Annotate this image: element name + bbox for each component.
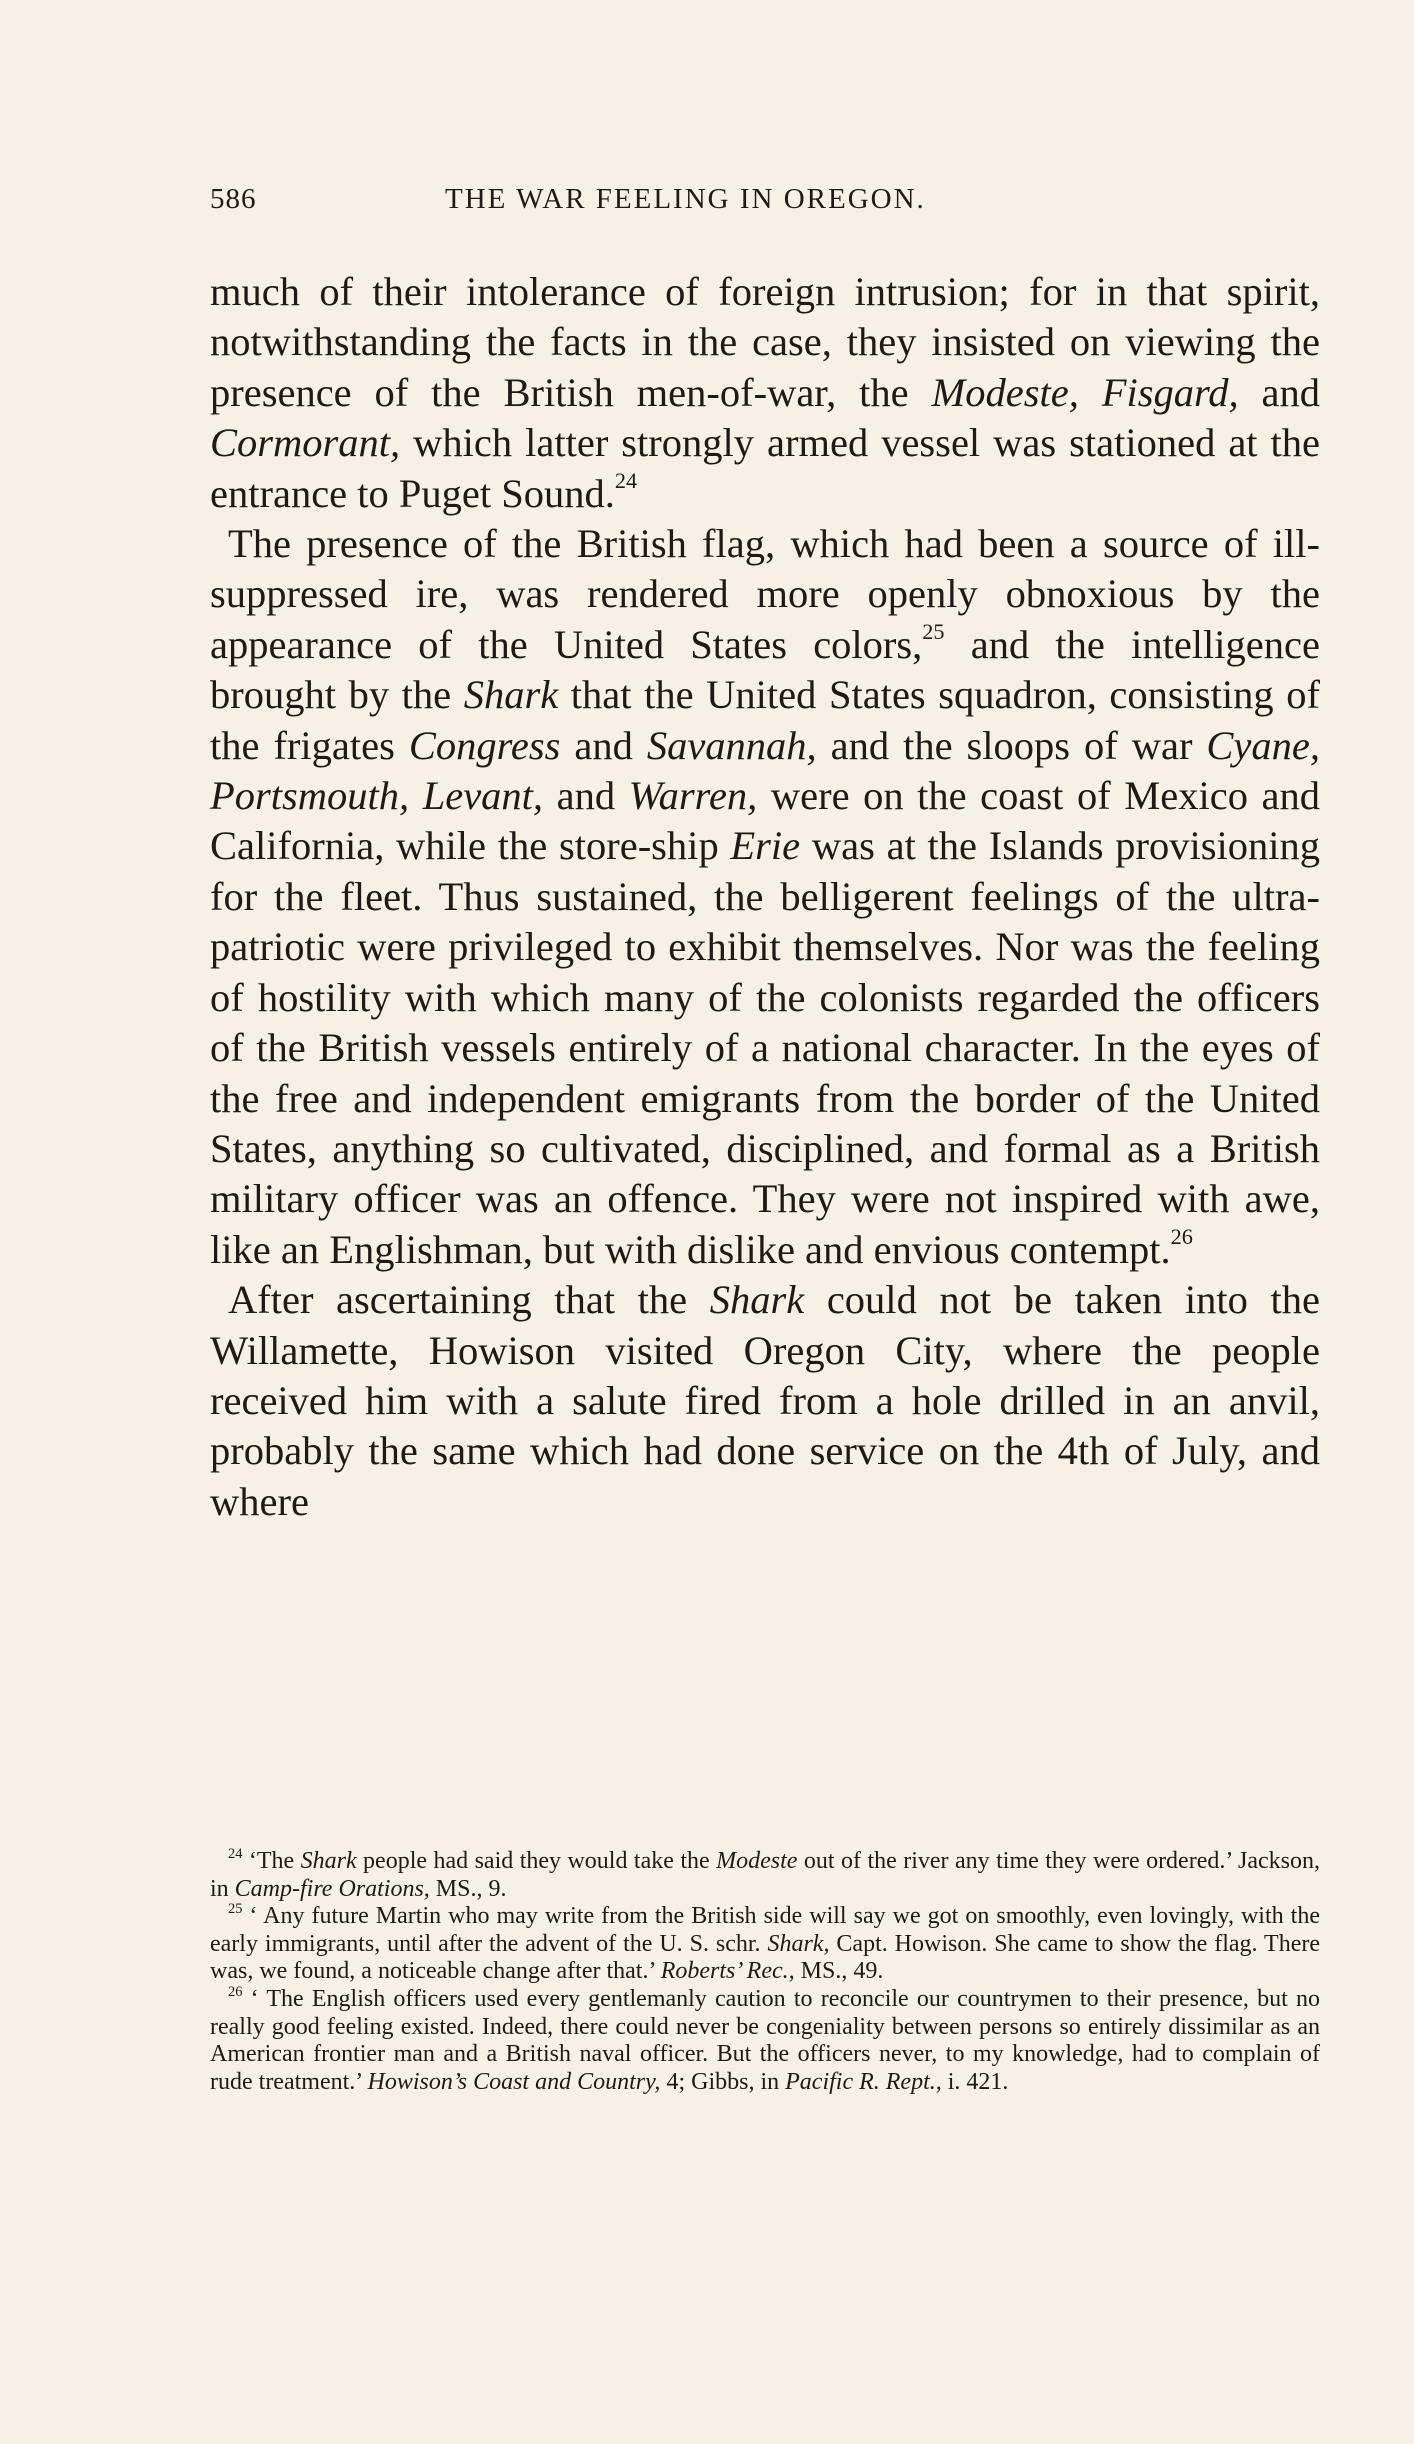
italic-text: Howison’s Coast and Country,: [367, 2068, 661, 2095]
footnote-marker: 25: [228, 1901, 243, 1918]
italic-text: Roberts’ Rec.,: [660, 1958, 795, 1985]
footnote-marker: 24: [614, 467, 638, 493]
text-run: i. 421.: [941, 2068, 1009, 2095]
running-title: THE WAR FEELING IN OREGON.: [445, 183, 926, 215]
footnote-marker: 26: [228, 1983, 243, 2000]
italic-text: Erie: [730, 823, 801, 869]
text-run: and: [543, 773, 629, 819]
text-run: MS., 9.: [429, 1875, 507, 1902]
text-run: out of the river any time they were ordered.’ Jackson, in: [210, 1848, 1321, 1902]
text-run: Capt. Howison. She came to show the flag. There was, we found, a noticeable change after that.’: [210, 1930, 1320, 1985]
footnote: [210, 1983, 1320, 2096]
italic-text: Modeste: [716, 1848, 798, 1874]
text-run: ‘The: [242, 1848, 301, 1874]
italic-text: Savannah,: [646, 722, 817, 768]
italic-text: Shark: [300, 1848, 357, 1874]
footnote: [210, 1903, 1320, 1986]
text-run: which latter strongly armed vessel was stationed at the entrance to Puget Sound.: [210, 420, 1320, 516]
text-run: ‘ Any future Martin who may write from the British side will say we got on smoothly, even lovingly, with the early immigrants, until after the advent of the U. S. schr.: [210, 1903, 1320, 1957]
footnote-marker: 26: [1170, 1223, 1193, 1249]
text-run: The presence of the British flag, which had been a source of ill-suppressed ire, was rendered more openly obnoxious by the appearance of the United States colors,: [210, 521, 1320, 667]
body-text: [210, 267, 1320, 1527]
italic-text: Camp-fire Orations,: [234, 1875, 430, 1902]
paragraph: [210, 1275, 1320, 1527]
italic-text: Warren,: [628, 773, 758, 819]
paragraph: [210, 519, 1320, 1275]
text-run: and: [1238, 369, 1320, 415]
footnotes: [210, 1845, 1321, 2096]
text-run: was at the Islands provisioning for the fleet. Thus sustained, the belligerent feelings of the ultra-patriotic were privileged to exhibit themselves. Nor was the feeling of hostility with which many of the colonists regarded the officers of the British vessels entirely of a national character. In the eyes of the free and independent emigrants from the border of the United States, anything so cultivated, disciplined, and formal as a British military officer was an offence. They were not inspired with awe, like an Englishman, but with dislike and envious contempt.: [210, 823, 1320, 1272]
italic-text: Modeste, Fisgard,: [931, 369, 1239, 415]
italic-text: Shark: [463, 672, 559, 718]
text-run: MS., 49.: [794, 1958, 884, 1985]
text-run: were on the coast of Mexico and California, while the store-ship: [210, 773, 1320, 869]
text-run: much of their intolerance of foreign intrusion; for in that spirit, notwithstanding the facts in the case, they insisted on viewing the presence of the British men-of-war, the: [210, 269, 1320, 415]
running-head: [210, 183, 1320, 223]
footnote-marker: 24: [228, 1845, 243, 1862]
italic-text: Shark: [709, 1277, 805, 1323]
italic-text: Pacific R. Rept.,: [785, 2068, 942, 2095]
footnote-marker: 25: [922, 618, 945, 644]
italic-text: Congress: [408, 722, 561, 768]
footnote: [210, 1845, 1321, 1903]
text-run: that the United States squadron, consisting of the frigates: [210, 672, 1320, 768]
text-run: people had said they would take the: [356, 1848, 717, 1874]
text-run: could not be taken into the Willamette, Howison visited Oregon City, where the people received him with a salute fired from a hole drilled in an anvil, probably the same which had done service on the 4th of July, and where: [210, 1277, 1320, 1524]
text-run: and the intelligence brought by the: [210, 621, 1320, 718]
text-run: and: [560, 722, 647, 768]
text-run: ‘ The English officers used every gentlemanly caution to reconcile our countrymen to their presence, but no really good feeling existed. Indeed, there could never be congeniality between persons so entirely dissimilar as an American frontier man and a British naval officer. But the officers never, to my knowledge, had to complain of rude treatment.’: [210, 1985, 1320, 2095]
italic-text: Cyane, Portsmouth, Levant,: [210, 722, 1320, 819]
text-run: 4; Gibbs, in: [660, 2068, 786, 2095]
page-number: 586: [210, 183, 257, 215]
italic-text: Shark,: [767, 1930, 830, 1957]
text-run: After ascertaining that the: [228, 1277, 710, 1323]
paragraph: [210, 267, 1320, 519]
italic-text: Cormorant,: [210, 420, 401, 466]
text-run: and the sloops of war: [816, 722, 1207, 768]
